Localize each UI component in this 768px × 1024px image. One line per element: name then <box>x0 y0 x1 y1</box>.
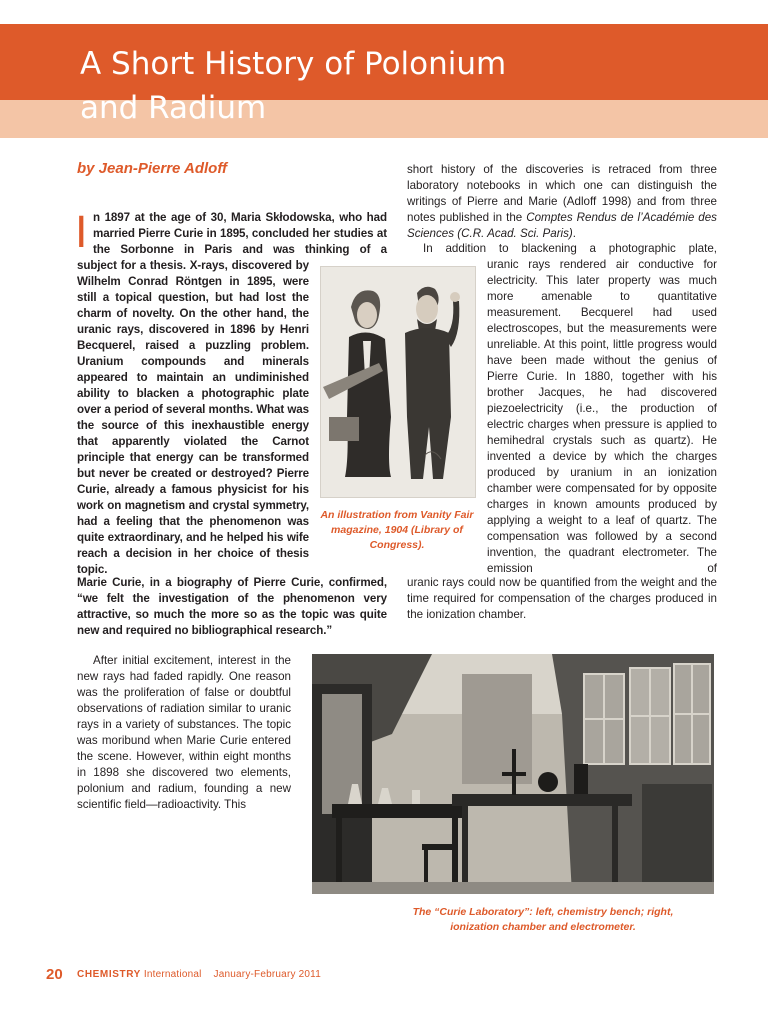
second-paragraph: After initial excitement, interest in the new rays had faded rapidly. One reason was the proliferation of false or doubtful observations of radiation similar to uranic rays in a variety of substances. The topic was moribund when Marie Curie entered the scene. However, within eight months in 1898 she discovered two elements, polonium and radium, founding a new scientific field—radioactivity. This <box>77 654 291 811</box>
drop-cap: I <box>75 206 88 257</box>
intro-paragraph-quote: Marie Curie, in a biography of Pierre Curie, confirmed, “we felt the investigation of the phenomenon very attractive, so much the more so as the topic was quite new and required no bibliographical research.” <box>77 576 387 637</box>
right-paragraph-1 <box>407 162 717 240</box>
curie-portrait-illustration <box>320 266 476 498</box>
title-line-1: A Short History of Polonium <box>80 46 507 82</box>
page-number: 20 <box>46 966 63 983</box>
page-title <box>80 42 760 130</box>
right-paragraph-1-text: short history of the discoveries is retraced from three laboratory notebooks in which one can distinguish the writings of Pierre and Marie (Adloff 1998) and from three notes published in the <box>407 163 717 224</box>
intro-paragraph-top: n 1897 at the age of 30, Maria Skłodowska, who had married Pierre Curie in 1895, concluded her studies at the Sorbonne in Paris and was thinking of a <box>93 211 387 256</box>
footer-magazine-issue <box>77 969 321 980</box>
issue-date: January-February 2011 <box>213 969 321 980</box>
laboratory-drawing <box>312 654 714 894</box>
right-paragraph-2-lead: In addition to blackening a photographic plate, <box>423 242 717 255</box>
title-line-2: and Radium <box>80 90 267 126</box>
journal-title: Comptes Rendus de l’Académie des Sciences (C.R. Acad. Sci. Paris) <box>407 211 717 240</box>
byline: by Jean-Pierre Adloff <box>77 160 228 177</box>
portrait-drawing <box>321 267 475 497</box>
magazine-name-suffix: International <box>140 969 202 980</box>
right-paragraph-2-wrapped: uranic rays rendered air conductive for electricity. This later property was much more amenable to quantitative measurement. Becquerel had used electroscopes, but the measurements were unreliable. At this point, little progress would have been made without the genius of Pierre Curie. In 1880, together with his brother Jacques, he had discovered piezoelectricity (i.e., the production of electric charges when pressure is applied to hemihedral crystals such as quartz). He invented a device by which the charges produced by uranium in an ionization chamber were compensated for by opposite charges in known amounts produced by applying a weight to a leaf of quartz. The compensation was followed by a second invention, the quadrant electrometer. The emission of <box>487 258 717 575</box>
intro-paragraph-wrapped: subject for a thesis. X-rays, discovered by Wilhelm Conrad Röntgen in 1895, were still a topical question, but had lost the charm of novelty. On the other hand, the uranic rays, discovered in 1896 by Henri Becquerel, raised a puzzling problem. Uranium compounds and minerals appeared to maintain an undiminished ability to blacken a photographic plate over a period of several months. What was the source of this inexhaustible energy that apparently violated the Carnot principle that energy can be transformed but never be created or destroyed? Pierre Curie, already a famous physicist for his work on magnetism and crystal symmetry, had a feeling that the phenomenon was quite extraordinary, and he helped his wife reach a decision in her choice of thesis topic. <box>77 259 309 576</box>
magazine-name: CHEMISTRY <box>77 969 141 980</box>
right-paragraph-1-end: . <box>572 227 577 240</box>
curie-laboratory-photo <box>312 654 714 894</box>
laboratory-caption: The “Curie Laboratory”: left, chemistry bench; right, ionization chamber and electrometer. <box>412 906 674 933</box>
right-paragraph-2-end: uranic rays could now be quantified from the weight and the time required for compensation of the charges produced in the ionization chamber. <box>407 576 717 621</box>
portrait-caption: An illustration from Vanity Fair magazine, 1904 (Library of Congress). <box>320 509 474 551</box>
